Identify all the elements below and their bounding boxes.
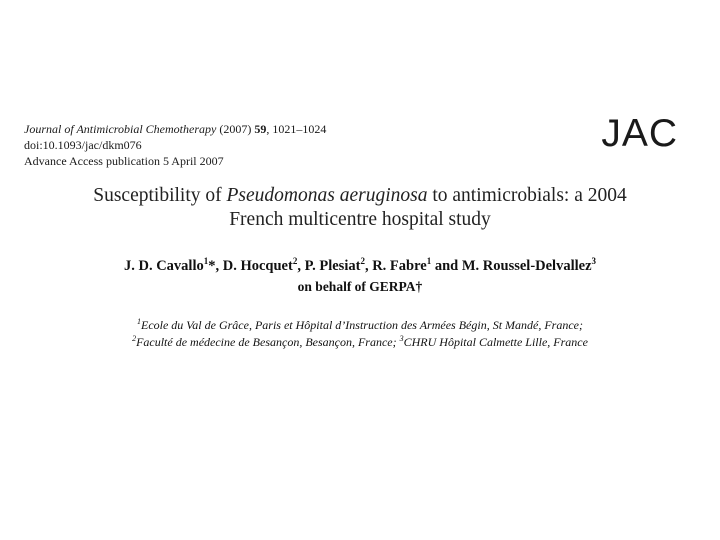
- citation-volume: 59: [254, 122, 267, 136]
- title-species: Pseudomonas aeruginosa: [226, 185, 428, 206]
- journal-logo: JAC: [601, 112, 678, 155]
- author: D. Hocquet$^2$,: [222, 256, 305, 274]
- on-behalf-of: on behalf of GERPA†: [297, 279, 423, 294]
- author: J. D. Cavallo$^1$*,: [123, 256, 223, 274]
- title-part-1: Susceptibility of: [93, 185, 227, 206]
- author: R. Fabre$^1$ and: [372, 256, 462, 274]
- advance-access: Advance Access publication 5 April 2007: [24, 154, 224, 168]
- citation-pages: , 1021–1024: [266, 122, 327, 136]
- author-list: [20, 257, 700, 275]
- doi: doi:10.1093/jac/dkm076: [24, 138, 142, 152]
- affiliation-line-2: $^2$Faculté de médecine de Besançon, Besançon, France; $^3$CHRU Hôpital Calmette Lille, France: [132, 334, 588, 349]
- citation-year: (2007): [219, 122, 252, 136]
- author: P. Plesiat$^2$,: [304, 256, 373, 274]
- citation-block: [24, 121, 326, 169]
- author: M. Roussel-Delvallez$^3$: [461, 256, 597, 274]
- authors-block: [20, 257, 700, 296]
- article-title: [20, 184, 700, 232]
- citation-line: [24, 121, 326, 137]
- title-line-2: French multicentre hospital study: [229, 209, 491, 230]
- title-line-1: [20, 184, 700, 208]
- title-part-2: to antimicrobials: a 2004: [427, 185, 627, 206]
- affiliations-block: [20, 317, 700, 351]
- affiliation-line-1: $^1$Ecole du Val de Grâce, Paris et Hôpital d’Instruction des Armées Bégin, St Mandé, France;: [136, 317, 584, 332]
- journal-name: Journal of Antimicrobial Chemotherapy: [24, 122, 217, 136]
